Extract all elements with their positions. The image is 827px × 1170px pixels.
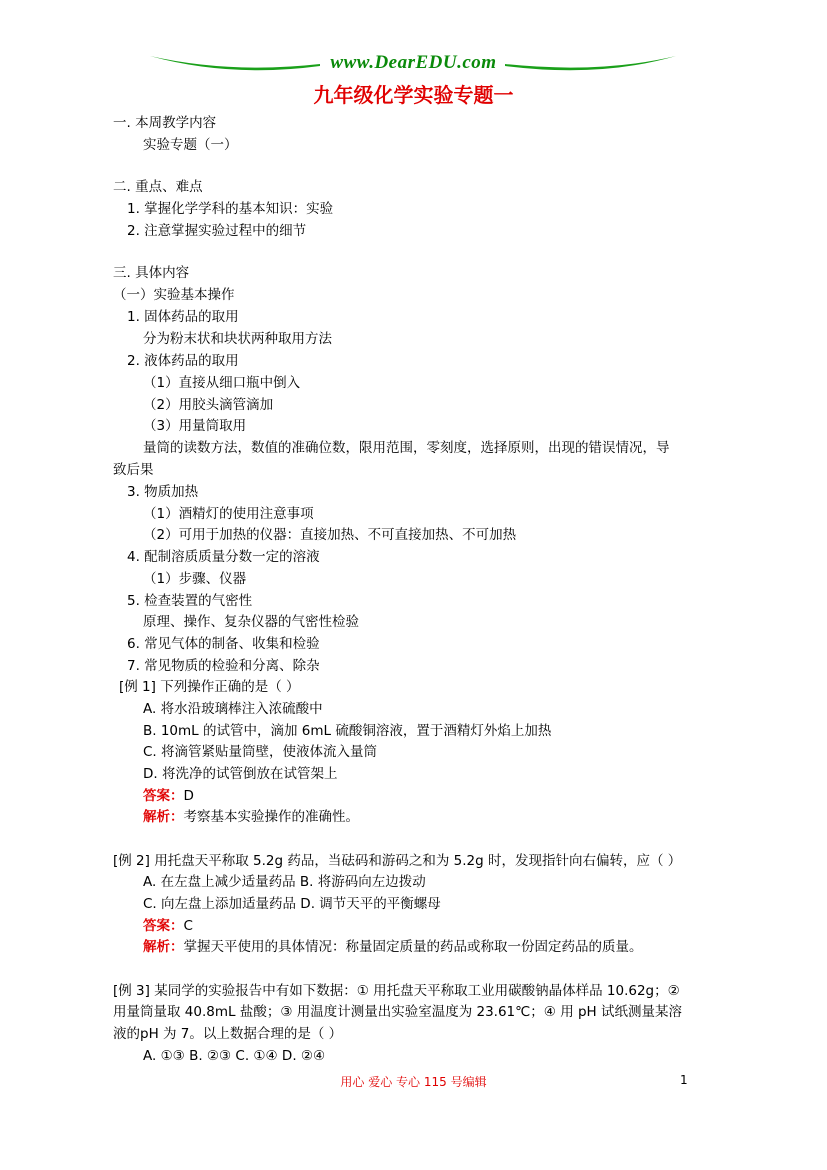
line-text: 实验专题（一） <box>143 137 238 153</box>
line-text: 原理、操作、复杂仪器的气密性检验 <box>143 614 359 630</box>
line-text: B. 10mL 的试管中，滴加 6mL 硫酸铜溶液，置于酒精灯外焰上加热 <box>143 723 552 739</box>
document-title: 九年级化学实验专题一 <box>313 83 514 107</box>
line-text: （2）可用于加热的仪器：直接加热、不可直接加热、不可加热 <box>143 527 517 543</box>
text-line <box>113 461 154 479</box>
answer-label: 解析： <box>143 809 184 825</box>
text-line <box>127 483 198 501</box>
text-line <box>113 1003 682 1021</box>
line-text: C. 向左盘上添加适量药品 D. 调节天平的平衡螺母 <box>143 896 441 912</box>
text-line <box>143 787 194 805</box>
text-line <box>113 286 235 304</box>
line-text: （1）酒精灯的使用注意事项 <box>143 506 314 522</box>
text-line <box>143 1047 325 1065</box>
line-text: D <box>183 788 194 804</box>
line-text: A. 将水沿玻璃棒注入浓硫酸中 <box>143 701 323 717</box>
text-line <box>143 938 643 956</box>
text-line <box>127 200 333 218</box>
line-text: 一. 本周教学内容 <box>113 115 217 131</box>
text-line <box>143 570 246 588</box>
line-text: 三. 具体内容 <box>113 265 190 281</box>
text-line <box>127 635 320 653</box>
text-line <box>127 548 320 566</box>
text-line <box>143 136 238 154</box>
line-text: （1）步骤、仪器 <box>143 571 247 587</box>
text-line <box>113 178 203 196</box>
line-text: 1. 固体药品的取用 <box>127 309 239 325</box>
line-text: 6. 常见气体的制备、收集和检验 <box>127 636 320 652</box>
line-text: （1）直接从细口瓶中倒入 <box>143 375 301 391</box>
text-line <box>143 895 441 913</box>
line-text: 1. 掌握化学学科的基本知识：实验 <box>127 201 334 217</box>
line-text: 5. 检查装置的气密性 <box>127 593 253 609</box>
answer-label: 解析： <box>143 939 184 955</box>
line-text: A. 在左盘上减少适量药品 B. 将游码向左边拨动 <box>143 874 426 890</box>
text-line <box>127 657 320 675</box>
line-text: 4. 配制溶质质量分数一定的溶液 <box>127 549 320 565</box>
line-text: C <box>183 918 193 934</box>
text-line <box>143 330 332 348</box>
line-text: 考察基本实验操作的准确性。 <box>183 809 359 825</box>
text-line <box>143 613 359 631</box>
text-line <box>127 352 239 370</box>
text-line <box>127 592 252 610</box>
text-line <box>143 505 314 523</box>
text-line <box>143 439 670 457</box>
site-name: www.DearEDU.com <box>330 52 497 73</box>
line-text: 量筒的读数方法，数值的准确位数，限用范围，零刻度，选择原则，出现的错误情况，导 <box>143 440 670 456</box>
text-line <box>143 722 551 740</box>
line-text: （3）用量筒取用 <box>143 418 247 434</box>
line-text: 分为粉末状和块状两种取用方法 <box>143 331 332 347</box>
answer-label: 答案： <box>143 918 184 934</box>
line-text: 二. 重点、难点 <box>113 179 203 195</box>
text-line <box>127 308 239 326</box>
line-text: （2）用胶头滴管滴加 <box>143 397 274 413</box>
text-line <box>143 808 359 826</box>
text-line <box>143 417 246 435</box>
text-line <box>143 396 273 414</box>
line-text: [例 2] 用托盘天平称取 5.2g 药品，当砝码和游码之和为 5.2g 时，发现指针向右偏转，应（ ） <box>113 853 682 869</box>
text-line <box>143 374 300 392</box>
text-line <box>113 264 189 282</box>
line-text: [例 1] 下列操作正确的是（ ） <box>119 679 300 695</box>
line-text: 用量筒量取 40.8mL 盐酸；③ 用温度计测量出实验室温度为 23.61℃；④ 用 pH 试纸测量某溶 <box>113 1004 683 1020</box>
line-text: 2. 注意掌握实验过程中的细节 <box>127 223 307 239</box>
text-line <box>119 678 300 696</box>
footer-note: 用心 爱心 专心 115 号编辑 <box>340 1075 487 1089</box>
text-line <box>143 700 323 718</box>
line-text: 3. 物质加热 <box>127 484 199 500</box>
text-line <box>143 917 193 935</box>
line-text: 2. 液体药品的取用 <box>127 353 239 369</box>
line-text: D. 将洗净的试管倒放在试管架上 <box>143 766 338 782</box>
line-text: 7. 常见物质的检验和分离、除杂 <box>127 658 320 674</box>
line-text: A. ①③ B. ②③ C. ①④ D. ②④ <box>143 1048 326 1064</box>
text-line <box>113 114 216 132</box>
text-line <box>143 873 426 891</box>
text-line <box>113 852 681 870</box>
text-line <box>143 765 337 783</box>
text-line <box>113 1025 342 1043</box>
line-text: 掌握天平使用的具体情况：称量固定质量的药品或称取一份固定药品的质量。 <box>183 939 643 955</box>
line-text: C. 将滴管紧贴量筒壁，使液体流入量筒 <box>143 744 378 760</box>
text-line <box>113 982 680 1000</box>
line-text: [例 3] 某同学的实验报告中有如下数据：① 用托盘天平称取工业用碳酸钠晶体样品 10.62g；② <box>113 983 680 999</box>
line-text: （一）实验基本操作 <box>113 287 235 303</box>
line-text: 致后果 <box>113 462 154 478</box>
text-line <box>127 222 306 240</box>
answer-label: 答案： <box>143 788 184 804</box>
text-line <box>143 743 377 761</box>
line-text: 液的pH 为 7。以上数据合理的是（ ） <box>113 1026 343 1042</box>
text-line <box>143 526 516 544</box>
page-number: 1 <box>680 1073 688 1087</box>
